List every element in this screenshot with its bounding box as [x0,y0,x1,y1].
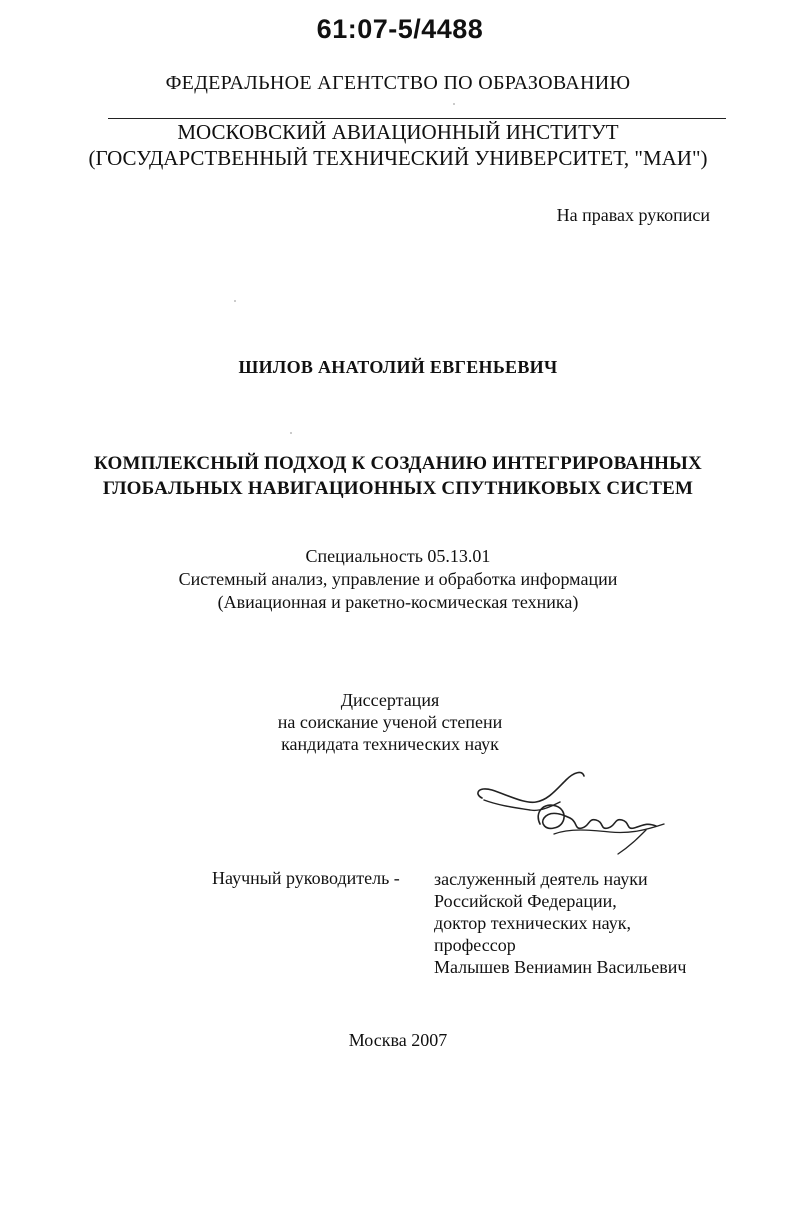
specialty-code: Специальность 05.13.01 [305,546,491,566]
scan-speck [290,432,292,434]
catalog-code: 61:07-5/4488 [316,14,484,44]
handwritten-signature [470,768,670,860]
degree-line-3: кандидата технических наук [281,734,499,754]
specialty-name: Системный анализ, управление и обработка информации [178,569,618,589]
author-name: ШИЛОВ АНАТОЛИЙ ЕВГЕНЬЕВИЧ [238,357,558,377]
institute-name: МОСКОВСКИЙ АВИАЦИОННЫЙ ИНСТИТУТ [177,120,619,144]
dissertation-title [0,451,796,501]
supervisor-details [434,868,686,978]
scan-speck [234,300,236,302]
title-line-1: КОМПЛЕКСНЫЙ ПОДХОД К СОЗДАНИЮ ИНТЕГРИРОВАННЫХ [94,453,702,474]
degree-line-2: на соискание ученой степени [277,712,503,732]
institute-block [0,119,796,171]
scan-speck [453,103,455,105]
supervisor-label: Научный руководитель - [212,868,400,888]
manuscript-rights-note: На правах рукописи [556,205,710,225]
specialty-field: (Авиационная и ракетно-космическая техника) [217,592,579,612]
title-line-2: ГЛОБАЛЬНЫХ НАВИГАЦИОННЫХ СПУТНИКОВЫХ СИСТЕМ [102,478,694,499]
agency-name: ФЕДЕРАЛЬНОЕ АГЕНТСТВО ПО ОБРАЗОВАНИЮ [165,72,631,94]
supervisor-name: Малышев Вениамин Васильевич [434,957,687,977]
supervisor-title-2: Российской Федерации, [434,891,617,911]
specialty-block [0,545,796,614]
institute-subtitle: (ГОСУДАРСТВЕННЫЙ ТЕХНИЧЕСКИЙ УНИВЕРСИТЕТ, "МАИ") [88,146,708,170]
supervisor-rank: профессор [434,935,516,955]
degree-statement [230,689,550,755]
supervisor-title-1: заслуженный деятель науки [434,869,648,889]
degree-line-1: Диссертация [340,690,440,710]
city-year: Москва 2007 [348,1030,448,1050]
supervisor-degree: доктор технических наук, [434,913,631,933]
